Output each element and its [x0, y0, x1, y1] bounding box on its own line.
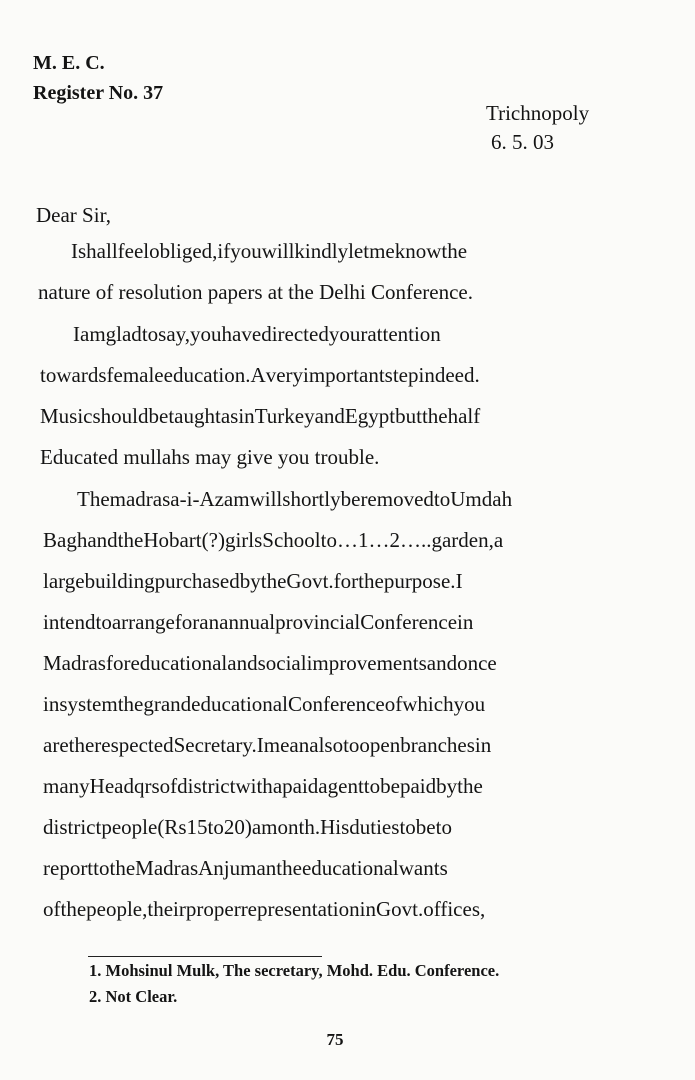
word: report: [43, 856, 94, 880]
word: and: [87, 528, 118, 552]
word: shall: [78, 239, 118, 263]
word: also: [309, 733, 344, 757]
paragraph-line: [43, 479, 611, 520]
word: important: [303, 363, 385, 387]
word: you: [190, 322, 222, 346]
word: for: [333, 569, 359, 593]
word: large: [43, 569, 85, 593]
word: branches: [400, 733, 475, 757]
word: paid: [282, 774, 319, 798]
word: taught: [168, 404, 221, 428]
word: the: [117, 528, 144, 552]
word: purpose.: [383, 569, 456, 593]
word: I: [73, 322, 80, 346]
word: female: [106, 363, 164, 387]
paragraph-line: [43, 848, 611, 889]
word: be: [415, 815, 436, 839]
footnote-2: 2. Not Clear.: [89, 987, 178, 1006]
word: to: [435, 815, 452, 839]
word: the: [117, 692, 144, 716]
word: wants: [398, 856, 448, 880]
register-number: Register No. 37: [33, 82, 164, 104]
word: the: [358, 569, 384, 593]
paragraph-line: [43, 520, 611, 561]
word: educational: [301, 856, 399, 880]
word: Govt.: [375, 897, 424, 921]
word: by: [436, 774, 458, 798]
place-and-date: [486, 99, 589, 157]
word: Govt.: [286, 569, 334, 593]
paragraph-line: Educated mullahs may give you trouble.: [40, 445, 380, 469]
word: madrasa-i-Azam: [109, 487, 250, 511]
word: representation: [240, 897, 360, 921]
word: if: [217, 239, 231, 263]
paragraph-line: nature of resolution papers at the Delhi Conference.: [38, 280, 474, 304]
word: Madras: [43, 651, 106, 675]
page-number: 75: [326, 1030, 344, 1049]
word: improvements: [306, 651, 427, 675]
word: people: [101, 815, 158, 839]
paragraph-line: [40, 396, 608, 437]
word: Music: [40, 404, 93, 428]
word: and: [227, 651, 258, 675]
word: in: [457, 610, 474, 634]
word: will: [261, 239, 295, 263]
footnote-1: 1. Mohsinul Mulk, The secretary, Mohd. Edu. Conference.: [89, 961, 500, 980]
word: let: [348, 239, 370, 263]
word: I: [455, 569, 463, 593]
word: attention: [367, 322, 441, 346]
word: Egypt: [344, 404, 396, 428]
word: the: [68, 733, 95, 757]
paragraph-line: [43, 684, 611, 725]
footnote-divider: [88, 956, 322, 957]
word: paid: [399, 774, 437, 798]
letter-place: Trichnopoly: [486, 101, 590, 125]
word: with: [235, 774, 273, 798]
word: shortly: [282, 487, 341, 511]
word: A: [250, 363, 266, 387]
word: intend: [43, 610, 96, 634]
word: once: [457, 651, 497, 675]
word: towards: [40, 363, 107, 387]
word: annual: [219, 610, 276, 634]
paragraph-line: [43, 725, 611, 766]
letter-date: 6. 5. 03: [491, 130, 554, 154]
word: district: [177, 774, 236, 798]
word: the: [260, 569, 287, 593]
word: Hobart: [143, 528, 202, 552]
word: you: [453, 692, 486, 716]
word: a: [251, 815, 262, 839]
word: to20): [207, 815, 252, 839]
word: in: [238, 404, 255, 428]
word: to…1…2…..garden,: [320, 528, 494, 552]
word: but: [395, 404, 422, 428]
word: kindly: [294, 239, 349, 263]
word: many: [43, 774, 90, 798]
word: His: [320, 815, 350, 839]
word: of: [384, 692, 403, 716]
word: am: [80, 322, 106, 346]
word: as: [220, 404, 239, 428]
paragraph-line: [43, 766, 611, 807]
word: Anjuman: [198, 856, 277, 880]
paragraph-line: [38, 231, 606, 272]
paragraph-line: [43, 807, 611, 848]
paragraph-line: [40, 314, 608, 355]
word: building: [84, 569, 155, 593]
word: feel: [117, 239, 150, 263]
word: should: [92, 404, 149, 428]
word: School: [262, 528, 321, 552]
word: which: [402, 692, 454, 716]
word: Headqrs: [89, 774, 160, 798]
word: the: [441, 239, 468, 263]
word: removed: [360, 487, 434, 511]
word: agent: [318, 774, 364, 798]
salutation: Dear Sir,: [36, 203, 111, 227]
word: education.: [163, 363, 251, 387]
word: your: [328, 322, 368, 346]
word: of: [43, 897, 61, 921]
word: grand: [143, 692, 192, 716]
word: are: [43, 733, 69, 757]
word: to: [95, 610, 112, 634]
word: be: [148, 404, 169, 428]
word: half: [447, 404, 481, 428]
word: I: [256, 733, 264, 757]
word: to: [433, 487, 451, 511]
word: have: [221, 322, 262, 346]
word: to: [141, 322, 159, 346]
word: social: [257, 651, 307, 675]
word: Conference: [287, 692, 385, 716]
word: respected: [94, 733, 174, 757]
word: arrange: [111, 610, 175, 634]
word: people,: [86, 897, 148, 921]
word: mean: [263, 733, 310, 757]
word: the: [109, 856, 136, 880]
word: to: [93, 856, 110, 880]
word: Turkey: [254, 404, 315, 428]
paragraph-line: [43, 643, 611, 684]
word: The: [77, 487, 110, 511]
word: the: [457, 774, 483, 798]
word: the: [421, 404, 448, 428]
paragraph-line: [43, 561, 611, 602]
word: for: [105, 651, 131, 675]
word: Secretary.: [173, 733, 257, 757]
word: to: [399, 815, 416, 839]
word: me: [369, 239, 395, 263]
word: to: [363, 774, 381, 798]
word: purchased: [154, 569, 240, 593]
word: will: [249, 487, 283, 511]
word: in: [359, 897, 376, 921]
word: a: [493, 528, 504, 552]
word: for: [174, 610, 200, 634]
footnotes: [89, 958, 499, 1010]
word: educational: [191, 692, 288, 716]
word: district: [43, 815, 102, 839]
word: provincial: [275, 610, 361, 634]
letter-reference: [33, 48, 163, 108]
word: obliged,: [149, 239, 218, 263]
word: indeed.: [418, 363, 480, 387]
paragraph-1: [38, 231, 606, 313]
word: Bagh: [43, 528, 88, 552]
word: and: [314, 404, 345, 428]
word: duties: [349, 815, 400, 839]
word: offices,: [423, 897, 486, 921]
word: Madras: [135, 856, 199, 880]
paragraph-line: [43, 889, 611, 930]
org-initials: M. E. C.: [33, 52, 105, 74]
word: educational: [130, 651, 228, 675]
word: system: [59, 692, 118, 716]
word: be: [380, 774, 400, 798]
word: of: [159, 774, 178, 798]
word: proper: [185, 897, 241, 921]
word: (Rs15: [157, 815, 208, 839]
word: directed: [261, 322, 329, 346]
paragraph-2: [40, 314, 608, 478]
word: their: [147, 897, 186, 921]
word: an: [199, 610, 220, 634]
paragraph-3: [43, 479, 611, 930]
word: to: [343, 733, 360, 757]
word: glad: [105, 322, 142, 346]
word: and: [426, 651, 458, 675]
word: you: [230, 239, 262, 263]
word: Umdah: [450, 487, 513, 511]
word: in: [43, 692, 60, 716]
word: I: [71, 239, 78, 263]
word: say,: [158, 322, 191, 346]
word: Conference: [360, 610, 458, 634]
word: step: [384, 363, 419, 387]
word: the: [276, 856, 302, 880]
paragraph-line: [40, 355, 608, 396]
word: (?): [201, 528, 225, 552]
word: girls: [224, 528, 263, 552]
word: in: [474, 733, 492, 757]
word: open: [359, 733, 401, 757]
paragraph-line: [43, 602, 611, 643]
word: month.: [261, 815, 321, 839]
word: by: [239, 569, 261, 593]
word: know: [394, 239, 442, 263]
word: a: [272, 774, 283, 798]
word: very: [265, 363, 304, 387]
word: the: [60, 897, 87, 921]
word: be: [340, 487, 361, 511]
